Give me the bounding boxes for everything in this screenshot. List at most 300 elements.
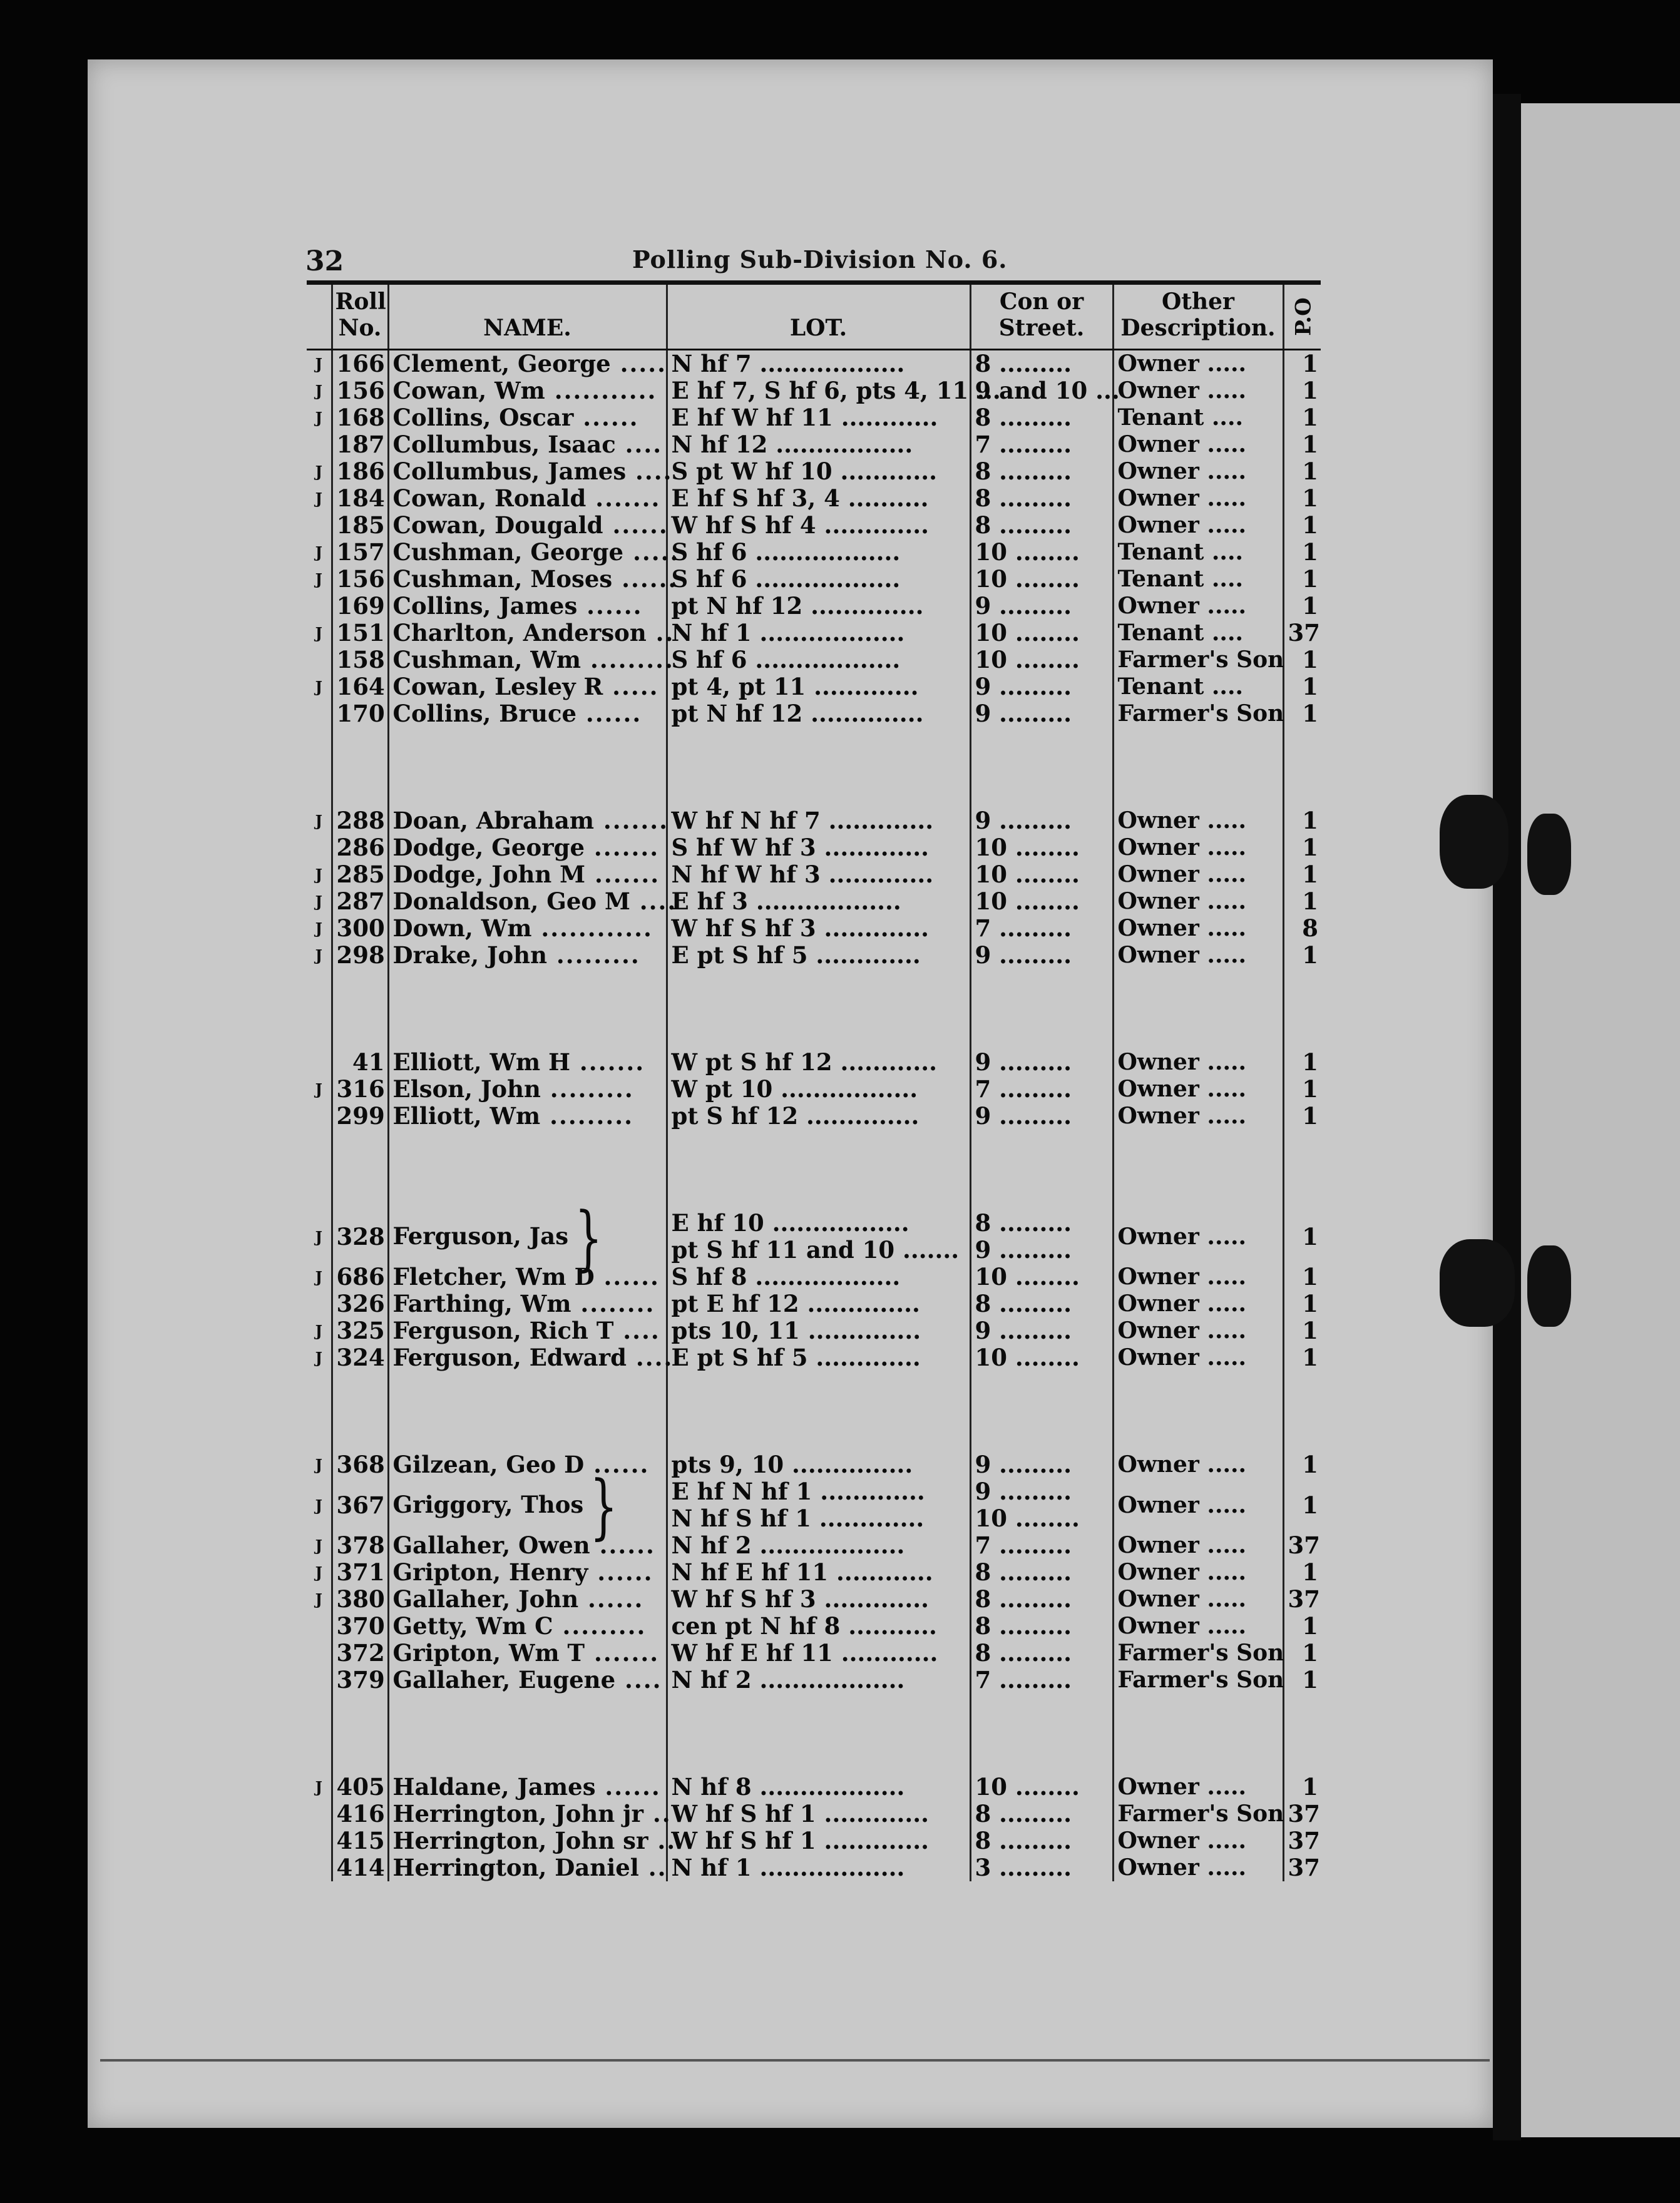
page-number: 32 [305,245,344,277]
voter-name-text: Gallaher, Owen [392,1531,590,1559]
lot: N hf 1 .................. [667,1854,970,1881]
voter-name-text: Cowan, Lesley R [392,673,603,700]
separator-cell [388,1371,667,1451]
roll-number: 415 [332,1827,388,1854]
table-row [307,431,1321,458]
leader-dots: ..... [610,350,667,377]
roll-number: 324 [332,1344,388,1371]
description: Tenant .... [1113,539,1283,566]
concession: 10 ........ [970,1774,1113,1801]
ink-blot [1527,814,1571,895]
concession: 9 ......... [970,1317,1113,1344]
voter-name-text: Haldane, James [392,1773,596,1801]
description: Owner ..... [1113,888,1283,915]
lot: pts 10, 11 .............. [667,1317,970,1344]
separator-cell [307,1694,332,1774]
voter-name [388,457,673,485]
juror-mark [307,593,332,620]
post-office: 1 [1283,539,1321,566]
header-con-line1: Con or [999,289,1084,315]
voter-name-text: Charlton, Anderson [392,619,647,647]
juror-mark: J [315,1778,322,1796]
group-separator [307,1694,1321,1774]
roll-number: 166 [332,350,388,378]
concession: 10 ........ [970,566,1113,593]
header-mark [307,284,332,350]
post-office: 37 [1283,620,1321,647]
lot: pt S hf 11 and 10 ....... [667,1237,970,1264]
concession: 9 ......... [970,1237,1113,1264]
voter-name-text: Cushman, George [392,538,624,566]
voter-name-text: Gripton, Henry [392,1558,588,1586]
description: Owner ..... [1113,1344,1283,1371]
table-row [307,593,1321,620]
separator-cell [307,1130,332,1210]
table-row [307,1559,1321,1586]
post-office: 1 [1283,485,1321,512]
description: Tenant .... [1113,566,1283,593]
leader-dots: ......... [540,1075,634,1103]
roll-number: 367 [332,1478,388,1532]
roll-number: 158 [332,647,388,673]
description: Tenant .... [1113,404,1283,431]
leader-dots: ........... [545,377,657,404]
post-office: 1 [1283,1049,1321,1076]
lot: N hf S hf 1 ............. [667,1505,970,1532]
post-office: 8 [1283,915,1321,942]
table-row [307,807,1321,834]
table-row [307,673,1321,700]
lot: N hf W hf 3 ............. [667,861,970,888]
roll-number: 169 [332,593,388,620]
table-row [307,1076,1321,1103]
description: Farmer's Son [1113,1667,1283,1694]
description: Owner ..... [1113,1317,1283,1344]
lot: W hf S hf 1 ............. [667,1801,970,1827]
voter-name [388,1667,667,1694]
roll-number: 168 [332,404,388,431]
description: Farmer's Son [1113,1801,1283,1827]
post-office: 37 [1283,1532,1321,1559]
lot: E pt S hf 5 ............. [667,1344,970,1371]
roll-number: 157 [332,539,388,566]
table-row [307,834,1321,861]
juror-mark [307,1640,332,1667]
concession: 10 ........ [970,834,1113,861]
description: Tenant .... [1113,673,1283,700]
voter-name [388,646,674,673]
juror-mark: J [315,946,322,964]
roll-number: 414 [332,1854,388,1881]
post-office: 1 [1283,431,1321,458]
group-separator [307,969,1321,1049]
roll-number: 286 [332,834,388,861]
separator-cell [667,969,970,1049]
voter-name [388,673,667,700]
post-office: 1 [1283,700,1321,727]
post-office: 1 [1283,1559,1321,1586]
leader-dots: .... [615,1666,662,1694]
lot: E hf 7, S hf 6, pts 4, 11 ... [667,377,970,404]
post-office: 1 [1283,1291,1321,1317]
table-row [307,566,1321,593]
description: Farmer's Son [1113,647,1283,673]
voter-name [388,1103,667,1130]
leader-dots: ....... [585,834,660,861]
table-header-row [307,284,1321,350]
roll-number: 164 [332,673,388,700]
post-office: 1 [1283,350,1321,378]
lot: W hf S hf 3 ............. [667,915,970,942]
table-row [307,404,1321,431]
voter-name-text: Collins, Oscar [392,404,574,431]
roll-number: 156 [332,377,388,404]
leader-dots: ......... [581,646,674,673]
header-desc-line1: Other [1161,289,1235,315]
description: Owner ..... [1113,431,1283,458]
post-office: 1 [1283,1317,1321,1344]
voter-name-text: Cowan, Dougald [392,511,603,539]
juror-mark [307,431,332,458]
lot: S hf 6 .................. [667,539,970,566]
separator-cell [332,1130,388,1210]
roll-number: 300 [332,915,388,942]
voter-name [388,404,667,431]
roll-number: 184 [332,485,388,512]
separator-cell [388,969,667,1049]
description: Owner ..... [1113,1049,1283,1076]
voter-name [388,1613,667,1640]
table-row [307,1478,1321,1505]
leader-dots: .... [627,1344,674,1371]
table-row [307,458,1321,485]
header-desc-line2: Description. [1120,315,1276,341]
description: Owner ..... [1113,458,1283,485]
leader-dots: .... [630,887,677,915]
voter-name-text: Gilzean, Geo D [392,1451,585,1478]
roll-number: 379 [332,1667,388,1694]
lot: E hf S hf 3, 4 .......... [667,485,970,512]
separator-cell [307,727,332,807]
roll-number: 378 [332,1532,388,1559]
separator-cell [1283,969,1321,1049]
table-row [307,700,1321,727]
post-office: 1 [1283,1210,1321,1264]
juror-mark: J [315,624,322,642]
voter-name [388,431,667,458]
voter-name-text: Elliott, Wm [392,1102,541,1130]
concession: 10 ........ [970,1505,1113,1532]
roll-number: 299 [332,1103,388,1130]
leader-dots: ....... [585,1639,660,1667]
header-con [970,284,1113,350]
separator-cell [332,969,388,1049]
voter-name-text: Elliott, Wm H [392,1048,571,1076]
juror-mark: J [315,355,322,373]
voter-name-text: Dodge, George [392,834,585,861]
concession: 8 ......... [970,1586,1113,1613]
post-office: 1 [1283,1640,1321,1667]
lot: W hf S hf 4 ............. [667,512,970,539]
post-office: 37 [1283,1827,1321,1854]
post-office: 1 [1283,861,1321,888]
concession: 8 ......... [970,404,1113,431]
post-office: 1 [1283,1667,1321,1694]
lot: S hf 6 .................. [667,566,970,593]
concession: 8 ......... [970,1559,1113,1586]
lot: N hf E hf 11 ............ [667,1559,970,1586]
leader-dots: ....... [570,1048,645,1076]
roll-number: 41 [332,1049,388,1076]
separator-cell [667,1694,970,1774]
page-bottom-edge [100,2059,1490,2067]
voter-name-text: Collumbus, James [392,457,627,485]
lot: N hf 8 .................. [667,1774,970,1801]
roll-number: 316 [332,1076,388,1103]
leader-dots: ....... [586,484,661,512]
table-row [307,1317,1321,1344]
juror-mark: J [315,1349,322,1367]
concession: 8 ......... [970,458,1113,485]
lot: N hf 7 .................. [667,350,970,378]
table-row [307,888,1321,915]
table-row [307,485,1321,512]
description: Owner ..... [1113,1559,1283,1586]
juror-mark: J [315,1268,322,1286]
juror-mark: J [315,1563,322,1582]
leader-dots: ...... [594,1263,660,1291]
concession: 9 ......... [970,1451,1113,1478]
separator-cell [970,969,1113,1049]
roll-number: 371 [332,1559,388,1586]
juror-mark: J [315,382,322,400]
description: Owner ..... [1113,1076,1283,1103]
table-row [307,942,1321,969]
leader-dots: .... [615,431,663,458]
juror-mark: J [315,919,322,938]
post-office: 1 [1283,888,1321,915]
leader-dots: .. [646,619,675,647]
voters-list-table [307,280,1321,1881]
separator-cell [1113,1130,1283,1210]
post-office: 1 [1283,566,1321,593]
leader-dots: .. [638,1854,667,1881]
post-office: 1 [1283,377,1321,404]
voter-name [388,377,667,404]
separator-cell [388,1694,667,1774]
juror-mark: J [315,1536,322,1555]
juror-mark [307,700,332,727]
voter-name-text: Drake, John [392,941,547,969]
description: Owner ..... [1113,1532,1283,1559]
table-row [307,1613,1321,1640]
voter-name-text: Ferguson, Edward [392,1344,627,1371]
lot: S hf 8 .................. [667,1264,970,1291]
description: Owner ..... [1113,1210,1283,1264]
group-separator [307,1130,1321,1210]
table-row [307,1854,1321,1881]
leader-dots: ...... [578,1585,644,1613]
table-row [307,861,1321,888]
concession: 7 ......... [970,1532,1113,1559]
post-office: 1 [1283,942,1321,969]
juror-mark: J [315,570,322,588]
lot: E hf 10 ................. [667,1210,970,1237]
description: Owner ..... [1113,1291,1283,1317]
voter-name-text: Doan, Abraham [392,807,594,834]
juror-mark: J [315,1080,322,1098]
concession: 7 ......... [970,1076,1113,1103]
description: Tenant .... [1113,620,1283,647]
post-office: 37 [1283,1586,1321,1613]
header-roll-line1: Roll [335,289,386,315]
header-description [1113,284,1283,350]
lot: S hf 6 .................. [667,647,970,673]
juror-mark [307,1827,332,1854]
post-office: 1 [1283,1613,1321,1640]
description: Farmer's Son [1113,1640,1283,1667]
juror-mark [307,1049,332,1076]
separator-cell [307,969,332,1049]
voter-name [388,538,680,566]
roll-number: 185 [332,512,388,539]
concession: 9 ......... [970,593,1113,620]
separator-cell [970,1694,1113,1774]
group-separator [307,1371,1321,1451]
juror-mark: J [315,1496,322,1515]
voter-name [388,1532,667,1559]
leader-dots: .. [648,1827,677,1854]
lot: W hf N hf 7 ............. [667,807,970,834]
voter-name [388,1264,667,1291]
voter-name-text: Gallaher, Eugene [392,1666,616,1694]
juror-mark: J [315,409,322,427]
juror-mark: J [315,866,322,884]
separator-cell [1283,727,1321,807]
post-office: 1 [1283,512,1321,539]
concession: 9 ......... [970,673,1113,700]
concession: 9 ......... [970,1103,1113,1130]
separator-cell [1283,1371,1321,1451]
leader-dots: ......... [546,941,640,969]
table-row [307,377,1321,404]
separator-cell [1113,969,1283,1049]
juror-mark: J [315,812,322,830]
juror-mark [307,647,332,673]
concession: 10 ........ [970,647,1113,673]
voter-name [388,350,667,378]
separator-cell [1113,1371,1283,1451]
voter-name-text: Ferguson, Jas [392,1222,569,1250]
voter-name-text: Cushman, Wm [392,646,581,673]
post-office: 1 [1283,1478,1321,1532]
leader-dots: ...... [576,700,642,727]
header-po [1283,284,1321,350]
table-row [307,1103,1321,1130]
juror-mark: J [315,1227,322,1246]
juror-mark [307,1854,332,1881]
juror-mark: J [315,1590,322,1608]
table-row [307,915,1321,942]
concession: 8 ......... [970,1801,1113,1827]
voter-name-text: Gripton, Wm T [392,1639,585,1667]
roll-number: 170 [332,700,388,727]
juror-mark [307,512,332,539]
separator-cell [1283,1694,1321,1774]
concession: 10 ........ [970,888,1113,915]
ink-blot [1527,1245,1571,1327]
voter-name [388,1827,677,1854]
voter-name [388,1559,667,1586]
roll-number: 370 [332,1613,388,1640]
voter-name [388,915,667,942]
brace-mark: } [590,1465,618,1548]
header-name: NAME. [388,284,667,350]
lot: E hf W hf 11 ............ [667,404,970,431]
leader-dots: ...... [595,1773,661,1801]
page-title: Polling Sub-Division No. 6. [632,245,1008,273]
voter-name [388,1291,667,1317]
lot: W hf S hf 1 ............. [667,1827,970,1854]
description: Owner ..... [1113,1854,1283,1881]
concession: 8 ......... [970,512,1113,539]
roll-number: 326 [332,1291,388,1317]
voter-name-text: Collins, Bruce [392,700,577,727]
description: Owner ..... [1113,1264,1283,1291]
table-row [307,1640,1321,1667]
leader-dots: ...... [577,592,643,620]
voter-name-text: Farthing, Wm [392,1290,571,1317]
description: Owner ..... [1113,807,1283,834]
juror-mark [307,1103,332,1130]
post-office: 37 [1283,1801,1321,1827]
table-row [307,1801,1321,1827]
juror-mark [307,1801,332,1827]
adjacent-page [1521,103,1680,2137]
leader-dots: ......... [553,1612,647,1640]
concession: 9 ......... [970,1478,1113,1505]
post-office: 1 [1283,1264,1321,1291]
separator-cell [388,1130,667,1210]
voter-name [388,593,667,620]
post-office: 1 [1283,673,1321,700]
voter-name [388,1344,674,1371]
ink-blot [1440,1239,1515,1327]
juror-mark: J [315,1456,322,1474]
lot: W pt S hf 12 ............ [667,1049,970,1076]
lot: pts 9, 10 ............... [667,1451,970,1478]
voter-name-text: Herrington, Daniel [392,1854,639,1881]
description: Owner ..... [1113,1613,1283,1640]
lot: E hf 3 .................. [667,888,970,915]
voter-name-text: Cushman, Moses [392,565,613,593]
separator-cell [667,1130,970,1210]
leader-dots: ...... [603,511,668,539]
voter-name [388,887,677,915]
leader-dots: .... [613,1317,660,1344]
concession: 8 ......... [970,1291,1113,1317]
leader-dots: ...... [612,565,678,593]
table-row [307,1586,1321,1613]
header-roll-line2: No. [338,315,382,341]
leader-dots: ...... [573,404,639,431]
concession: 10 ........ [970,1264,1113,1291]
roll-number: 151 [332,620,388,647]
description: Owner ..... [1113,1478,1283,1532]
lot: N hf 12 ................. [667,431,970,458]
table-row [307,647,1321,673]
table-row [307,1667,1321,1694]
